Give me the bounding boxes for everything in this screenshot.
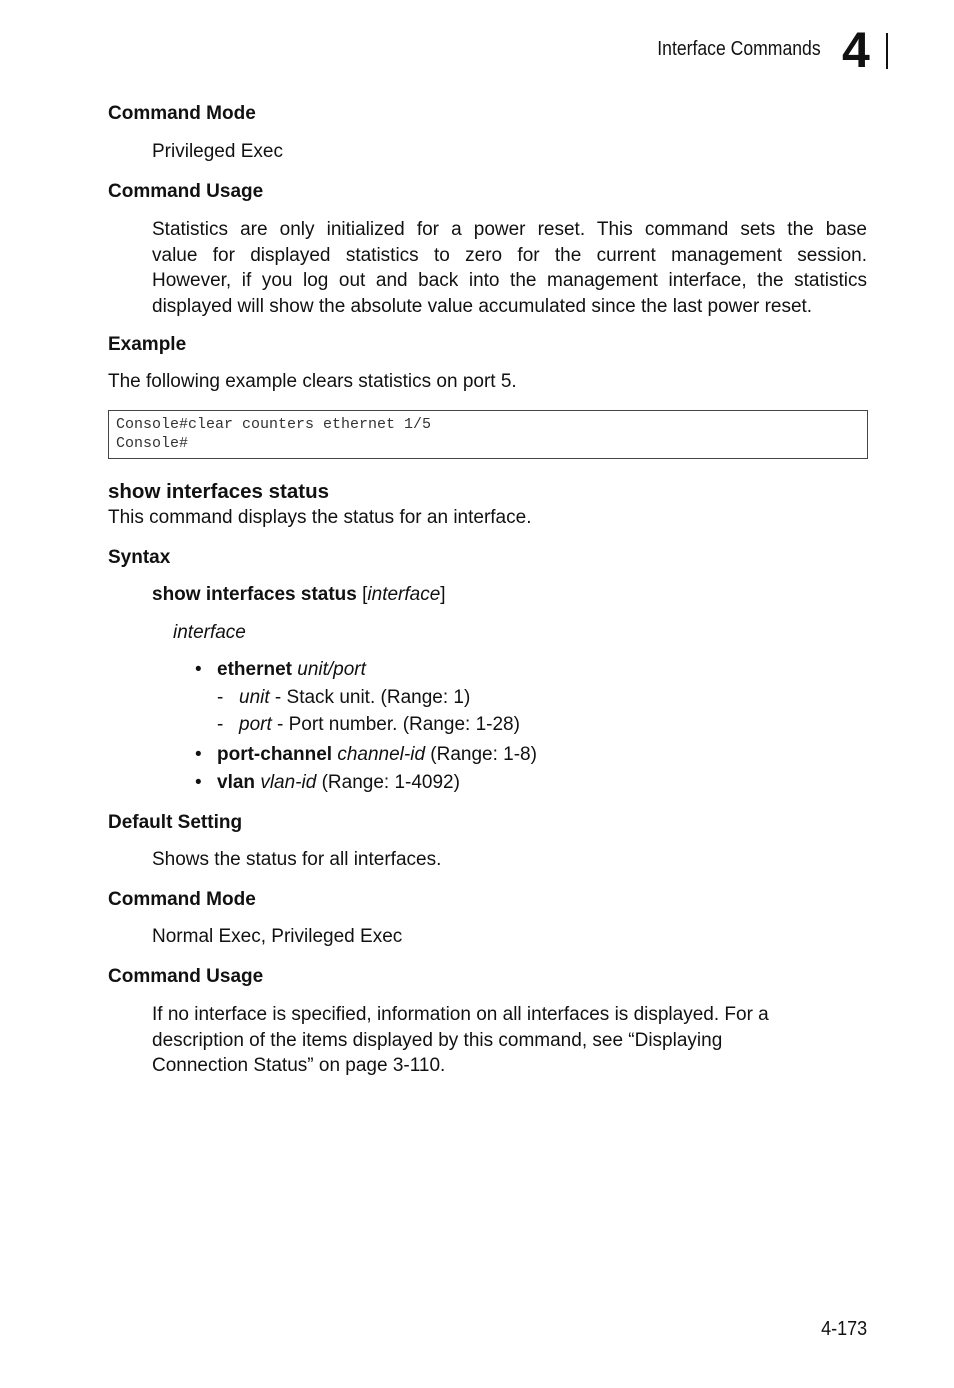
parameter-name-text: interface — [173, 622, 246, 643]
option-vlan-range: (Range: 1-4092) — [316, 772, 460, 793]
bullet-marker: • — [195, 744, 202, 765]
code-example-box — [108, 410, 868, 459]
option-port-name: port — [239, 714, 272, 735]
bullet-marker: • — [195, 772, 202, 793]
command-usage-paragraph — [152, 217, 867, 319]
option-vlan-keyword: vlan — [217, 772, 256, 793]
command-mode-value: Normal Exec, Privileged Exec — [152, 926, 403, 947]
parameter-name — [173, 622, 246, 644]
paragraph-line: description of the items displayed by this command, see “Displaying — [152, 1029, 723, 1051]
option-port-channel-keyword: port-channel — [217, 744, 333, 765]
paragraph-line: However, if you log out and back into the management interface, the statistics — [152, 270, 867, 291]
option-ethernet-argument: unit/port — [297, 659, 366, 680]
code-line: Console# — [116, 435, 189, 452]
syntax-bracket-open: [ — [362, 584, 368, 605]
dash-marker: - — [217, 714, 224, 735]
running-header-title: Interface Commands — [657, 38, 821, 60]
syntax-line — [152, 584, 446, 606]
command-description: This command displays the status for an interface. — [108, 507, 532, 528]
section-heading-default-setting: Default Setting — [108, 812, 243, 833]
option-unit-name: unit — [239, 687, 270, 708]
paragraph-line: displayed will show the absolute value accumulated since the last power reset. — [152, 295, 813, 317]
bullet-marker: • — [195, 659, 202, 680]
option-ethernet-keyword: ethernet — [217, 659, 292, 680]
section-heading-command-mode: Command Mode — [108, 103, 256, 124]
option-unit-description: - Stack unit. (Range: 1) — [269, 687, 471, 708]
option-port-description: - Port number. (Range: 1-28) — [271, 714, 520, 735]
option-port-channel-range: (Range: 1-8) — [425, 744, 537, 765]
paragraph-line: Statistics are only initialized for a power reset. This command sets the base — [152, 219, 867, 240]
paragraph-line: value for displayed statistics to zero for the current management session. — [152, 244, 867, 266]
dash-marker: - — [217, 687, 224, 708]
page-number: 4-173 — [820, 1318, 867, 1340]
syntax-keyword: show interfaces status — [152, 584, 357, 605]
option-unit — [239, 687, 470, 709]
syntax-bracket-close: ] — [440, 584, 446, 605]
example-intro: The following example clears statistics on port 5. — [108, 371, 517, 392]
section-heading-syntax: Syntax — [108, 547, 171, 568]
section-heading-command-usage: Command Usage — [108, 181, 264, 202]
syntax-parameter: interface — [367, 584, 441, 605]
option-port-channel — [217, 744, 537, 766]
section-heading-example: Example — [108, 334, 187, 355]
paragraph-line: If no interface is specified, information on all interfaces is displayed. For a — [152, 1004, 769, 1025]
default-setting-value: Shows the status for all interfaces. — [152, 849, 442, 870]
chapter-number: 4 — [842, 22, 870, 78]
command-usage-paragraph — [152, 1002, 867, 1079]
command-mode-value: Privileged Exec — [152, 141, 283, 162]
option-port — [239, 714, 520, 736]
paragraph-line: Connection Status” on page 3-110. — [152, 1055, 446, 1076]
command-title: show interfaces status — [108, 480, 330, 503]
option-port-channel-argument: channel-id — [337, 744, 426, 765]
option-vlan-argument: vlan-id — [260, 772, 317, 793]
section-heading-command-mode: Command Mode — [108, 889, 256, 910]
option-ethernet — [217, 659, 366, 681]
section-heading-command-usage: Command Usage — [108, 966, 264, 987]
option-vlan — [217, 772, 460, 794]
code-line: Console#clear counters ethernet 1/5 — [116, 416, 432, 433]
